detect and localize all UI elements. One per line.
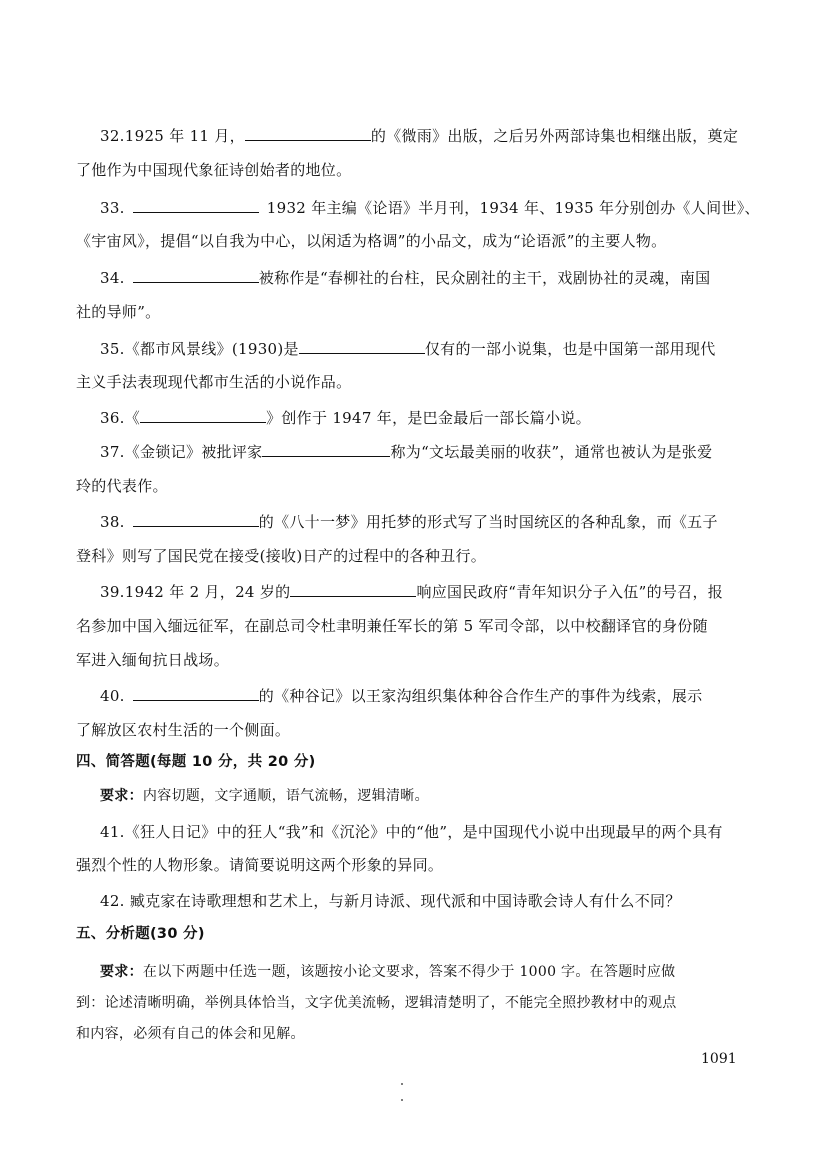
- question-32-text-b: 的《微雨》出版，之后另外两部诗集也相继出版，奠定: [370, 127, 739, 145]
- answer-blank-32[interactable]: [245, 126, 371, 141]
- question-35-text-b: 仅有的一部小说集，也是中国第一部用现代: [424, 340, 716, 358]
- answer-blank-38[interactable]: [133, 512, 259, 527]
- section-5-heading: 五、分析题(30 分): [76, 926, 205, 942]
- question-35-line-2: 主义手法表现现代都市生活的小说作品。: [76, 373, 352, 391]
- question-39-line-1: [100, 582, 723, 602]
- question-33-number: 33.: [100, 199, 125, 217]
- question-41-line-2: 强烈个性的人物形象。请简要说明这两个形象的异同。: [76, 856, 444, 874]
- question-34-number: 34.: [100, 269, 125, 287]
- answer-blank-39[interactable]: [290, 582, 416, 597]
- section-5-requirement-label: 要求：: [100, 964, 143, 980]
- question-33-text-b: 1932 年主编《论语》半月刊，1934 年、1935 年分别创办《人间世》、: [266, 199, 760, 217]
- question-36-text-b: 》创作于 1947 年，是巴金最后一部长篇小说。: [266, 409, 591, 427]
- question-40-line-2: 了解放区农村生活的一个侧面。: [76, 721, 291, 739]
- question-40-number: 40.: [100, 687, 125, 705]
- question-39-text-b: 响应国民政府“青年知识分子入伍”的号召，报: [416, 583, 724, 601]
- answer-blank-35[interactable]: [299, 339, 425, 354]
- question-36-text-a: 36.《: [100, 409, 141, 427]
- question-34-line-2: 社的导师”。: [76, 303, 161, 321]
- question-32-text-a: 32.1925 年 11 月，: [100, 127, 245, 145]
- scan-dot: [401, 1099, 403, 1101]
- scan-dot: [401, 1083, 403, 1085]
- question-41-line-1: 41.《狂人日记》中的狂人“我”和《沉沦》中的“他”，是中国现代小说中出现最早的两个具有: [100, 823, 723, 841]
- section-5-requirement-line-3: 和内容，必须有自己的体会和见解。: [76, 1026, 305, 1042]
- question-40-line-1: [100, 686, 702, 706]
- question-37-text-a: 37.《金锁记》被批评家: [100, 443, 263, 461]
- page-number: 1091: [701, 1051, 737, 1067]
- question-37-text-b: 称为“文坛最美丽的收获”，通常也被认为是张爱: [390, 443, 713, 461]
- section-4-heading: 四、简答题(每题 10 分，共 20 分): [76, 754, 316, 770]
- answer-blank-40[interactable]: [133, 686, 259, 701]
- question-38-line-1: [100, 512, 718, 532]
- question-39-line-3: 军进入缅甸抗日战场。: [76, 651, 230, 669]
- answer-blank-36[interactable]: [140, 408, 266, 423]
- question-39-line-2: 名参加中国入缅远征军，在副总司令杜聿明兼任军长的第 5 军司令部，以中校翻译官的身份随: [76, 617, 708, 635]
- answer-blank-37[interactable]: [262, 442, 390, 457]
- section-4-requirement-label: 要求：: [100, 788, 143, 804]
- section-4-requirement-text: 内容切题，文字通顺，语气流畅，逻辑清晰。: [142, 788, 429, 804]
- answer-blank-34[interactable]: [133, 268, 259, 283]
- answer-blank-33[interactable]: [133, 198, 259, 213]
- question-32-line-1: [100, 126, 738, 146]
- question-38-number: 38.: [100, 513, 125, 531]
- question-38-line-2: 登科》则写了国民党在接受(接收)日产的过程中的各种丑行。: [76, 547, 487, 565]
- question-40-text-b: 的《种谷记》以王家沟组织集体种谷合作生产的事件为线索，展示: [258, 687, 703, 705]
- question-35-text-a: 35.《都市风景线》(1930)是: [100, 340, 299, 358]
- section-5-requirement-text-1: 在以下两题中任选一题，该题按小论文要求，答案不得少于 1000 字。在答题时应做: [142, 964, 676, 980]
- question-34-text-b: 被称作是“春柳社的台柱，民众剧社的主干，戏剧协社的灵魂，南国: [258, 269, 711, 287]
- question-35-line-1: [100, 339, 716, 359]
- question-37-line-2: 玲的代表作。: [76, 477, 168, 495]
- question-42-line-1: 42. 臧克家在诗歌理想和艺术上，与新月诗派、现代派和中国诗歌会诗人有什么不同？: [100, 892, 681, 910]
- question-34-line-1: [100, 268, 710, 288]
- question-38-text-b: 的《八十一梦》用托梦的形式写了当时国统区的各种乱象，而《五子: [258, 513, 718, 531]
- question-36-line-1: [100, 408, 591, 428]
- question-33-line-2: 《宇宙风》，提倡“以自我为中心，以闲适为格调”的小品文，成为“论语派”的主要人物。: [76, 232, 667, 250]
- section-5-requirement-line-2: 到：论述清晰明确，举例具体恰当，文字优美流畅，逻辑清楚明了，不能完全照抄教材中的观点: [76, 995, 677, 1011]
- section-4-requirement: [100, 786, 429, 806]
- section-5-requirement-line-1: [100, 962, 675, 982]
- question-37-line-1: [100, 442, 712, 462]
- question-32-line-2: 了他作为中国现代象征诗创始者的地位。: [76, 161, 352, 179]
- question-39-text-a: 39.1942 年 2 月，24 岁的: [100, 583, 291, 601]
- question-33-line-1: [100, 198, 760, 218]
